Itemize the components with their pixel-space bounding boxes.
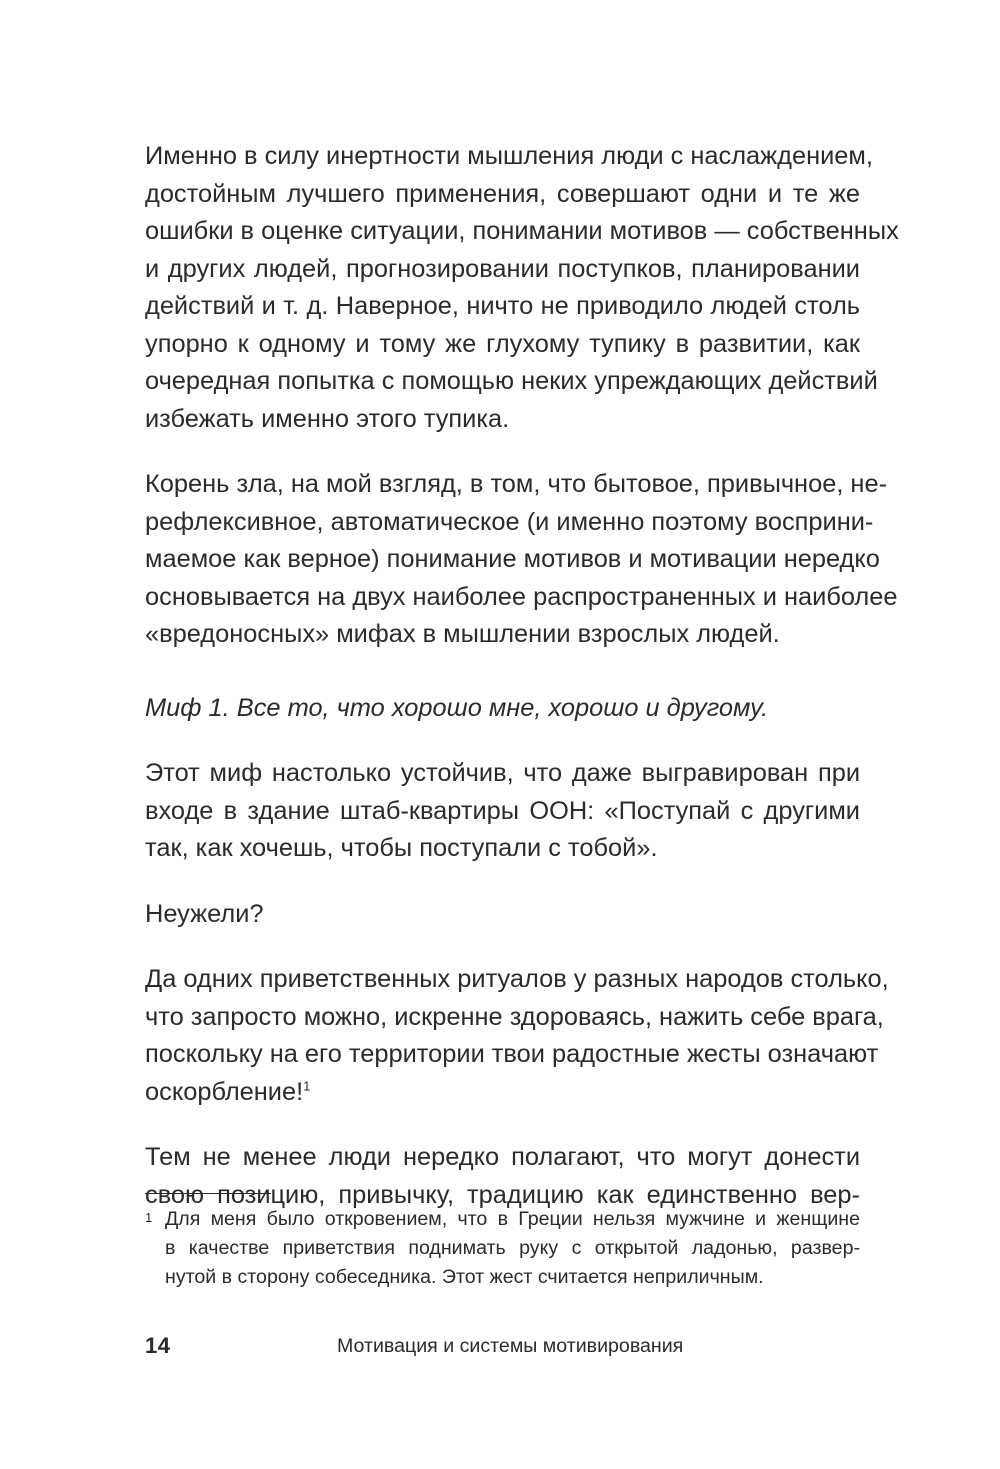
text-line: поскольку на его территории твои радостные жесты означают — [145, 1040, 879, 1068]
myth-heading — [145, 690, 860, 728]
footnote-line: нутой в сторону собеседника. Этот жест считается неприличным. — [165, 1266, 764, 1288]
footnote-reference[interactable]: 1 — [303, 1078, 311, 1094]
paragraph-2 — [145, 466, 898, 654]
running-title: Мотивация и системы мотивирования — [337, 1335, 684, 1357]
main-text — [145, 138, 899, 1242]
myth-1-text: Миф 1. Все то, что хорошо мне, хорошо и другому. — [145, 693, 769, 722]
text-line: и других людей, прогнозировании поступков, планировании — [145, 254, 860, 283]
text-line: достойным лучшего применения, совершают одни и те же — [145, 179, 860, 208]
text-line: Неужели? — [145, 899, 264, 928]
text-line: избежать именно этого тупика. — [145, 404, 510, 433]
footnote — [145, 1205, 860, 1292]
page-number: 14 — [145, 1333, 171, 1358]
text-line: ошибки в оценке ситуации, понимании мотивов — собственных — [145, 217, 899, 245]
text-line: входе в здание штаб-квартиры ООН: «Поступай с другими — [145, 796, 860, 825]
footnote-line: в качестве приветствия поднимать руку с открытой ладонью, развер- — [165, 1237, 860, 1259]
footnote-line: Для меня было откровением, что в Греции нельзя мужчине и женщине — [165, 1208, 860, 1230]
text-line: маемое как верное) понимание мотивов и мотивации нередко — [145, 545, 880, 573]
text-line: основывается на двух наиболее распространенных и наиболее — [145, 582, 898, 611]
text-line: Тем не менее люди нередко полагают, что могут донести — [145, 1143, 860, 1171]
text-line — [145, 1074, 860, 1112]
text-line: Именно в силу инертности мышления люди с наслаждением, — [145, 142, 873, 170]
paragraph-6 — [145, 1139, 860, 1214]
text-line: свою позицию, привычку, традицию как единственно вер- — [145, 1180, 860, 1209]
footnote-number: 1 — [145, 1210, 153, 1225]
text-line: рефлексивное, автоматическое (и именно поэтому восприни- — [145, 507, 874, 536]
text-line: Да одних приветственных ритуалов у разных народов столько, — [145, 965, 889, 993]
paragraph-1 — [145, 138, 899, 438]
text-line: очередная попытка с помощью неких упреждающих действий — [145, 367, 878, 395]
text-line: Корень зла, на мой взгляд, в том, что бытовое, привычное, не- — [145, 470, 888, 498]
text-line: упорно к одному и тому же глухому тупику в развитии, как — [145, 329, 860, 358]
paragraph-5 — [145, 961, 889, 1111]
paragraph-3 — [145, 755, 860, 868]
text-line: «вредоносных» мифах в мышлении взрослых людей. — [145, 620, 780, 648]
footnote-divider — [145, 1193, 271, 1194]
paragraph-4 — [145, 896, 860, 934]
footnote-text — [165, 1205, 860, 1292]
text-line: что запросто можно, искренне здороваясь, нажить себе врага, — [145, 1002, 884, 1031]
text-line-content: оскорбление! — [145, 1077, 304, 1106]
text-line: Этот миф настолько устойчив, что даже выгравирован при — [145, 759, 860, 787]
text-line: так, как хочешь, чтобы поступали с тобой». — [145, 834, 658, 862]
text-line: действий и т. д. Наверное, ничто не приводило людей столь — [145, 292, 860, 320]
